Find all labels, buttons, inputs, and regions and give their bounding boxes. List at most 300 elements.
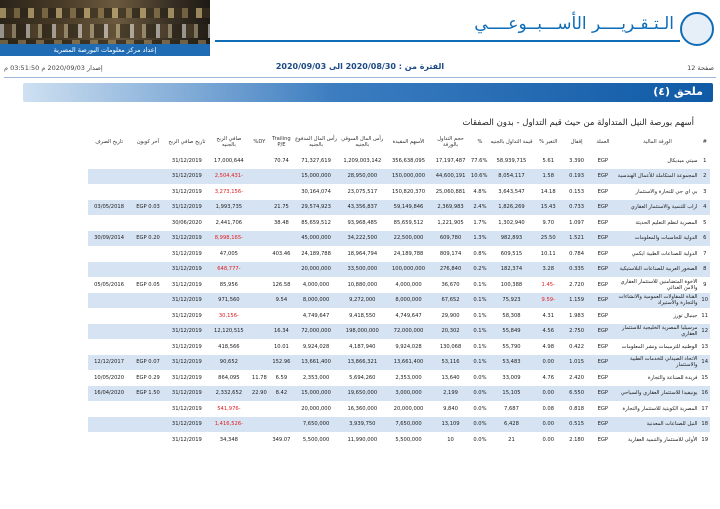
cell-paydate xyxy=(88,246,130,262)
cell-pct: 77.6% xyxy=(470,157,488,164)
cell-cur: EGP xyxy=(590,324,615,340)
cell-dy xyxy=(250,308,269,324)
cell-chg: 4.56 xyxy=(534,324,563,340)
cell-pe xyxy=(269,401,294,417)
cell-pct: 0.1% xyxy=(471,355,490,371)
cell-np: -30,156 xyxy=(218,312,239,319)
cell-vol: 2,199 xyxy=(431,386,471,402)
cell-pct: 0.1% xyxy=(471,324,490,340)
meta-divider xyxy=(4,77,716,78)
cell-name: الاتحاد الصيدلي للخدمات الطبية والاستثمار xyxy=(615,355,699,371)
column-header: آخر كوبون xyxy=(130,131,166,153)
exchange-logo xyxy=(680,12,714,46)
cell-name: الاخوة المتضامنين للاستثمار العقاري والامن الغذائي xyxy=(620,278,698,291)
cell-vol: 17,197,487 xyxy=(435,157,466,164)
cell-cur: EGP xyxy=(597,436,609,443)
cell-vol: 36,670 xyxy=(441,281,460,288)
cell-name: النيل للصناعات المعدنية xyxy=(615,417,699,433)
cell-cur: EGP xyxy=(590,231,615,247)
cell-npdate: 31/12/2019 xyxy=(166,417,208,433)
cell-listed: 22,500,000 xyxy=(386,231,430,247)
cell-pe xyxy=(269,417,294,433)
table-row xyxy=(88,308,710,324)
cell-n: 5 xyxy=(703,219,707,226)
cell-chg: 0.00 xyxy=(542,436,555,443)
cell-pct: 0.1% xyxy=(473,312,487,319)
cell-np: -1,416,526 xyxy=(208,417,250,433)
cell-cur: EGP xyxy=(597,157,609,164)
cell-mcap: 1,209,003,142 xyxy=(343,157,382,164)
cell-npdate: 31/12/2019 xyxy=(166,324,208,340)
cell-mcap: 18,964,794 xyxy=(347,250,378,257)
cell-paid: 15,000,000 xyxy=(294,386,338,402)
cell-cur: EGP xyxy=(590,386,615,402)
column-header: تاريخ صافي الربح xyxy=(166,131,208,153)
cell-npdate: 31/12/2019 xyxy=(171,343,202,350)
cell-paid: 15,000,000 xyxy=(294,169,338,185)
cell-dy xyxy=(250,246,269,262)
cell-n: 8 xyxy=(700,262,711,278)
cell-dy xyxy=(250,169,269,185)
cell-np: -541,976 xyxy=(217,405,241,412)
cell-mcap: 9,418,550 xyxy=(349,312,376,319)
cell-np: 85,956 xyxy=(219,281,238,288)
cell-np: -648,777 xyxy=(208,262,250,278)
cell-dy xyxy=(250,184,269,200)
cell-coupon xyxy=(130,215,166,231)
cell-val: 8,054,117 xyxy=(489,169,533,185)
annex-title: ملحق (٤) xyxy=(653,85,703,98)
cell-mcap: 198,000,000 xyxy=(338,324,386,340)
cell-mcap: 9,272,000 xyxy=(338,293,386,309)
cell-n: 6 xyxy=(700,231,711,247)
cell-paydate: 03/05/2018 xyxy=(88,200,130,216)
cell-npdate: 31/12/2019 xyxy=(171,250,202,257)
cell-listed: 2,353,000 xyxy=(395,374,422,381)
cell-paydate xyxy=(88,293,130,309)
report-meta xyxy=(0,62,720,76)
cell-npdate: 31/12/2019 xyxy=(166,262,208,278)
cell-pe: 403.46 xyxy=(272,250,291,257)
cell-pct: 0.1% xyxy=(473,343,487,350)
column-header: تاريخ الصرف xyxy=(88,131,130,153)
cell-val: 53,483 xyxy=(489,355,533,371)
cell-paid: 20,000,000 xyxy=(294,262,338,278)
table-row xyxy=(88,417,710,433)
cell-listed: 85,659,512 xyxy=(393,219,424,226)
cell-cur: EGP xyxy=(597,343,609,350)
cell-mcap: 3,939,750 xyxy=(338,417,386,433)
cell-pct: 0.0% xyxy=(471,386,490,402)
cell-np: 2,441,706 xyxy=(215,219,243,226)
cell-vol: 67,652 xyxy=(431,293,471,309)
cell-listed: 3,000,000 xyxy=(386,386,430,402)
cell-chg: -1.45 xyxy=(541,281,555,288)
cell-pe: 349.07 xyxy=(272,436,291,443)
cell-n: 12 xyxy=(700,324,711,340)
cell-mcap: 34,222,500 xyxy=(338,231,386,247)
cell-paid: 72,000,000 xyxy=(294,324,338,340)
cell-coupon xyxy=(130,417,166,433)
cell-n: 11 xyxy=(701,312,708,319)
cell-name: الدولية للحاسبات والمعلومات xyxy=(615,231,699,247)
cell-paid: 20,000,000 xyxy=(301,405,331,412)
table-row xyxy=(88,355,710,371)
cell-cur: EGP xyxy=(597,188,609,195)
cell-paid: 13,661,400 xyxy=(294,355,338,371)
cell-coupon: EGP 1.50 xyxy=(130,386,166,402)
cell-dy: 11.78 xyxy=(251,374,267,381)
cell-name: فريدة للصناعة والتجارة xyxy=(647,374,698,381)
cell-coupon xyxy=(130,184,166,200)
cell-paydate: 05/05/2016 xyxy=(94,281,125,288)
cell-name: الصخور العربية للصناعات البلاستيكية xyxy=(615,262,699,278)
cell-npdate: 31/12/2019 xyxy=(171,405,202,412)
cell-paid: 24,189,788 xyxy=(301,250,331,257)
cell-n: 14 xyxy=(700,355,711,371)
cell-pe: 10.01 xyxy=(273,343,289,350)
cell-listed: 100,000,000 xyxy=(386,262,430,278)
cell-paydate xyxy=(88,215,130,231)
cell-vol: 25,060,881 xyxy=(435,188,466,195)
cell-chg: 0.00 xyxy=(534,417,563,433)
cell-pct: 10.6% xyxy=(471,169,490,185)
cell-pe: 8.42 xyxy=(269,386,294,402)
cell-paid: 9,924,028 xyxy=(302,343,330,350)
cell-chg: 5.61 xyxy=(542,157,555,164)
cell-paid: 5,500,000 xyxy=(302,436,330,443)
cell-vol: 29,900 xyxy=(441,312,460,319)
cell-val: 21 xyxy=(508,436,515,443)
cell-pe xyxy=(269,308,294,324)
cell-mcap: 5,694,260 xyxy=(349,374,376,381)
cell-coupon xyxy=(130,293,166,309)
cell-listed: 24,189,788 xyxy=(393,250,424,257)
cell-pe xyxy=(269,184,294,200)
cell-close: 1.983 xyxy=(569,312,585,319)
cell-name: القناة للمقاولات العمومية والانشاءات والتجارة والاستيراد xyxy=(615,293,699,309)
cell-dy: 22.90 xyxy=(250,386,269,402)
cell-close: 0.733 xyxy=(563,200,590,216)
cell-mcap: 11,990,000 xyxy=(347,436,378,443)
cell-npdate: 31/12/2019 xyxy=(166,200,208,216)
cell-val: 58,308 xyxy=(502,312,521,319)
column-header: حجم التداول بالورقة xyxy=(431,131,471,153)
cell-name: المصرية الكويتية للاستثمار والتجارة xyxy=(622,405,698,412)
cell-paydate xyxy=(88,417,130,433)
cell-np: 17,000,644 xyxy=(214,157,244,164)
table-row xyxy=(88,401,710,417)
cell-coupon xyxy=(130,401,166,417)
cell-vol: 10 xyxy=(447,436,454,443)
cell-np: -2,504,431 xyxy=(208,169,250,185)
cell-n: 16 xyxy=(700,386,711,402)
cell-vol: 53,116 xyxy=(431,355,471,371)
cell-n: 17 xyxy=(701,405,708,412)
banner-caption: إعداد مركز معلومات البورصة المصرية xyxy=(0,44,210,56)
cell-pct: 0.0% xyxy=(473,405,487,412)
cell-paid: 71,327,619 xyxy=(301,157,331,164)
column-header: رأس المال السوقي بالجنيه xyxy=(338,131,386,153)
table-row xyxy=(88,432,710,448)
cell-dy xyxy=(250,200,269,216)
cell-cur: EGP xyxy=(590,417,615,433)
cell-close: 0.818 xyxy=(569,405,585,412)
cell-coupon xyxy=(130,169,166,185)
cell-paydate xyxy=(88,339,130,355)
cell-listed: 150,000,000 xyxy=(386,169,430,185)
cell-coupon xyxy=(130,432,166,448)
cell-listed: 9,924,028 xyxy=(395,343,422,350)
cell-npdate: 31/12/2019 xyxy=(166,231,208,247)
cell-val: 609,515 xyxy=(500,250,523,257)
cell-paydate: 30/09/2014 xyxy=(88,231,130,247)
cell-cur: EGP xyxy=(590,169,615,185)
cell-dy xyxy=(250,215,269,231)
cell-pct: 0.1% xyxy=(473,281,487,288)
table-row xyxy=(88,262,710,278)
table-row xyxy=(88,277,710,293)
cell-close: 0.422 xyxy=(569,343,585,350)
cell-n: 15 xyxy=(701,374,708,381)
cell-mcap: 33,500,000 xyxy=(338,262,386,278)
annex-header xyxy=(23,83,713,102)
cell-close: 0.153 xyxy=(569,188,585,195)
cell-paydate: 12/12/2017 xyxy=(88,355,130,371)
cell-n: 3 xyxy=(703,188,707,195)
cell-name: الدولية للصناعات الطبية ايكمي xyxy=(631,250,698,257)
cell-chg: 15.43 xyxy=(534,200,563,216)
cell-n: 2 xyxy=(700,169,711,185)
cell-chg: 3.28 xyxy=(534,262,563,278)
cell-n: 1 xyxy=(703,157,707,164)
cell-vol: 609,780 xyxy=(431,231,471,247)
cell-pct: 2.4% xyxy=(471,200,490,216)
cell-name: الوطنيه للترميمات ونشر المعلومات xyxy=(621,343,698,350)
cell-listed: 5,500,000 xyxy=(395,436,422,443)
cell-listed: 72,000,000 xyxy=(386,324,430,340)
cell-np: -8,998,165 xyxy=(208,231,250,247)
cell-val: 55,849 xyxy=(489,324,533,340)
cell-cur: EGP xyxy=(590,262,615,278)
cell-paid: 2,353,000 xyxy=(302,374,330,381)
cell-paid: 85,659,512 xyxy=(301,219,331,226)
column-header: DY% xyxy=(250,131,269,153)
cell-chg: 1.58 xyxy=(534,169,563,185)
table-row xyxy=(88,231,710,247)
cell-paid: 4,000,000 xyxy=(302,281,330,288)
cell-coupon: EGP 0.05 xyxy=(136,281,160,288)
cell-close: 0.515 xyxy=(563,417,590,433)
cell-cur: EGP xyxy=(590,293,615,309)
cell-cur: EGP xyxy=(597,312,609,319)
table-row xyxy=(88,339,710,355)
cell-val: 75,923 xyxy=(489,293,533,309)
table-row xyxy=(88,215,710,231)
cell-paid: 30,164,074 xyxy=(301,188,331,195)
cell-coupon xyxy=(130,246,166,262)
cell-close: 2.720 xyxy=(569,281,585,288)
cell-val: 15,105 xyxy=(489,386,533,402)
cell-pct: 0.0% xyxy=(471,417,490,433)
cell-val: 182,374 xyxy=(489,262,533,278)
cell-np: 418,566 xyxy=(218,343,240,350)
cell-name: مرسيليا المصرية الخليجية للاستثمار العقاري xyxy=(615,324,699,340)
table-row xyxy=(88,169,710,185)
cell-name: بي اي جي للتجارة والاستثمار xyxy=(635,188,698,195)
cell-pct: 1.3% xyxy=(471,231,490,247)
cell-npdate: 31/12/2019 xyxy=(171,374,202,381)
cell-coupon xyxy=(130,262,166,278)
cell-coupon: EGP 0.03 xyxy=(130,200,166,216)
table-row xyxy=(88,184,710,200)
cell-n: 9 xyxy=(703,281,707,288)
cell-close: 1.097 xyxy=(569,219,585,226)
cell-npdate: 30/06/2020 xyxy=(171,219,202,226)
table-row xyxy=(88,153,710,169)
cell-vol: 1,221,905 xyxy=(437,219,464,226)
cell-paid: 8,000,000 xyxy=(294,293,338,309)
stocks-table xyxy=(88,131,710,448)
cell-pe xyxy=(269,231,294,247)
cell-paid: 29,574,923 xyxy=(294,200,338,216)
cell-dy xyxy=(250,417,269,433)
cell-npdate: 31/12/2019 xyxy=(171,312,202,319)
cell-name: جينيال تورز xyxy=(673,312,698,319)
column-header: التغير % xyxy=(534,131,563,153)
report-period: الفترة من : 2020/08/30 الى 2020/09/03 xyxy=(275,62,445,71)
cell-n: 7 xyxy=(703,250,707,257)
cell-np: 34,348 xyxy=(219,436,238,443)
cell-paydate xyxy=(88,432,130,448)
cell-mcap: 10,880,000 xyxy=(347,281,378,288)
table-row xyxy=(88,324,710,340)
cell-dy xyxy=(250,339,269,355)
cell-val: 100,388 xyxy=(500,281,523,288)
cell-npdate: 31/12/2019 xyxy=(166,169,208,185)
cell-name: المصرية لنظم التعليم الحديثة xyxy=(635,219,698,226)
column-header: # xyxy=(700,131,711,153)
cell-pe: 16.34 xyxy=(269,324,294,340)
cell-npdate: 31/12/2019 xyxy=(171,436,202,443)
cell-paid: 45,000,000 xyxy=(294,231,338,247)
cell-np: 971,560 xyxy=(208,293,250,309)
cell-n: 19 xyxy=(701,436,708,443)
cell-chg: -9.59 xyxy=(534,293,563,309)
cell-paydate xyxy=(88,324,130,340)
cell-chg: 4.98 xyxy=(542,343,555,350)
cell-chg: 9.70 xyxy=(542,219,555,226)
cell-np: 12,120,515 xyxy=(208,324,250,340)
cell-close: 2.180 xyxy=(569,436,585,443)
cell-pct: 0.1% xyxy=(471,293,490,309)
cell-dy xyxy=(250,293,269,309)
cell-listed: 356,638,095 xyxy=(392,157,426,164)
table-body xyxy=(88,153,710,448)
cell-name: يونيفيدا للاستثمار العقاري والسياحي xyxy=(615,386,699,402)
table-row xyxy=(88,293,710,309)
column-header: العملة xyxy=(590,131,615,153)
column-header: % xyxy=(471,131,490,153)
cell-pe: 6.59 xyxy=(275,374,288,381)
cell-val: 982,893 xyxy=(489,231,533,247)
cell-coupon: EGP 0.20 xyxy=(130,231,166,247)
cell-close: 2.420 xyxy=(569,374,585,381)
cell-npdate: 31/12/2019 xyxy=(171,281,202,288)
cell-chg: 0.00 xyxy=(534,386,563,402)
cell-paydate: 10/05/2020 xyxy=(94,374,125,381)
cell-dy xyxy=(250,401,269,417)
cell-dy xyxy=(250,324,269,340)
cell-cur: EGP xyxy=(597,374,609,381)
cell-close: 1.159 xyxy=(563,293,590,309)
cell-paydate xyxy=(88,169,130,185)
cell-np: 2,332,652 xyxy=(208,386,250,402)
cell-mcap: 13,866,321 xyxy=(338,355,386,371)
cell-close: 0.193 xyxy=(563,169,590,185)
table-row xyxy=(88,200,710,216)
cell-vol: 13,640 xyxy=(441,374,460,381)
cell-close: 1.015 xyxy=(563,355,590,371)
cell-paydate xyxy=(88,184,130,200)
cell-paydate xyxy=(88,308,130,324)
cell-np: -3,273,156 xyxy=(214,188,244,195)
cell-cur: EGP xyxy=(597,250,609,257)
cell-pct: 0.0% xyxy=(473,436,487,443)
cell-coupon xyxy=(130,339,166,355)
cell-dy xyxy=(250,277,269,293)
cell-val: 3,643,547 xyxy=(498,188,525,195)
cell-n: 10 xyxy=(700,293,711,309)
cell-chg: 4.76 xyxy=(542,374,555,381)
cell-pe: 152.96 xyxy=(269,355,294,371)
cell-pe: 21.75 xyxy=(269,200,294,216)
cell-dy xyxy=(250,432,269,448)
column-header: إقفال xyxy=(563,131,590,153)
cell-vol: 9,840 xyxy=(443,405,458,412)
cell-cur: EGP xyxy=(590,200,615,216)
column-header: صافي الربح بالجنيه xyxy=(208,131,250,153)
cell-pct: 4.8% xyxy=(473,188,487,195)
cell-name: سيتي ميديكال xyxy=(667,157,698,164)
cell-mcap: 28,950,000 xyxy=(338,169,386,185)
cell-vol: 276,840 xyxy=(431,262,471,278)
cell-npdate: 31/12/2019 xyxy=(166,386,208,402)
cell-val: 1,826,269 xyxy=(489,200,533,216)
cell-pe xyxy=(269,169,294,185)
cell-dy xyxy=(250,231,269,247)
cell-paid: 4,749,647 xyxy=(302,312,330,319)
cell-npdate: 31/12/2019 xyxy=(166,355,208,371)
cell-coupon xyxy=(130,308,166,324)
cell-chg: 0.08 xyxy=(542,405,555,412)
cell-vol: 130,068 xyxy=(439,343,462,350)
cell-n: 18 xyxy=(700,417,711,433)
cell-vol: 2,369,983 xyxy=(431,200,471,216)
cell-close: 3.390 xyxy=(569,157,585,164)
cell-mcap: 19,650,000 xyxy=(338,386,386,402)
cell-name: اراب للتنمية والاستثمار العقاري xyxy=(615,200,699,216)
cell-cur: EGP xyxy=(590,355,615,371)
cell-np: 90,652 xyxy=(208,355,250,371)
cell-close: 0.335 xyxy=(563,262,590,278)
cell-listed: 59,149,846 xyxy=(386,200,430,216)
cell-cur: EGP xyxy=(597,405,609,412)
cell-pe: 70.74 xyxy=(273,157,289,164)
cell-npdate: 31/12/2019 xyxy=(166,293,208,309)
cell-val: 7,687 xyxy=(504,405,519,412)
table-row xyxy=(88,370,710,386)
